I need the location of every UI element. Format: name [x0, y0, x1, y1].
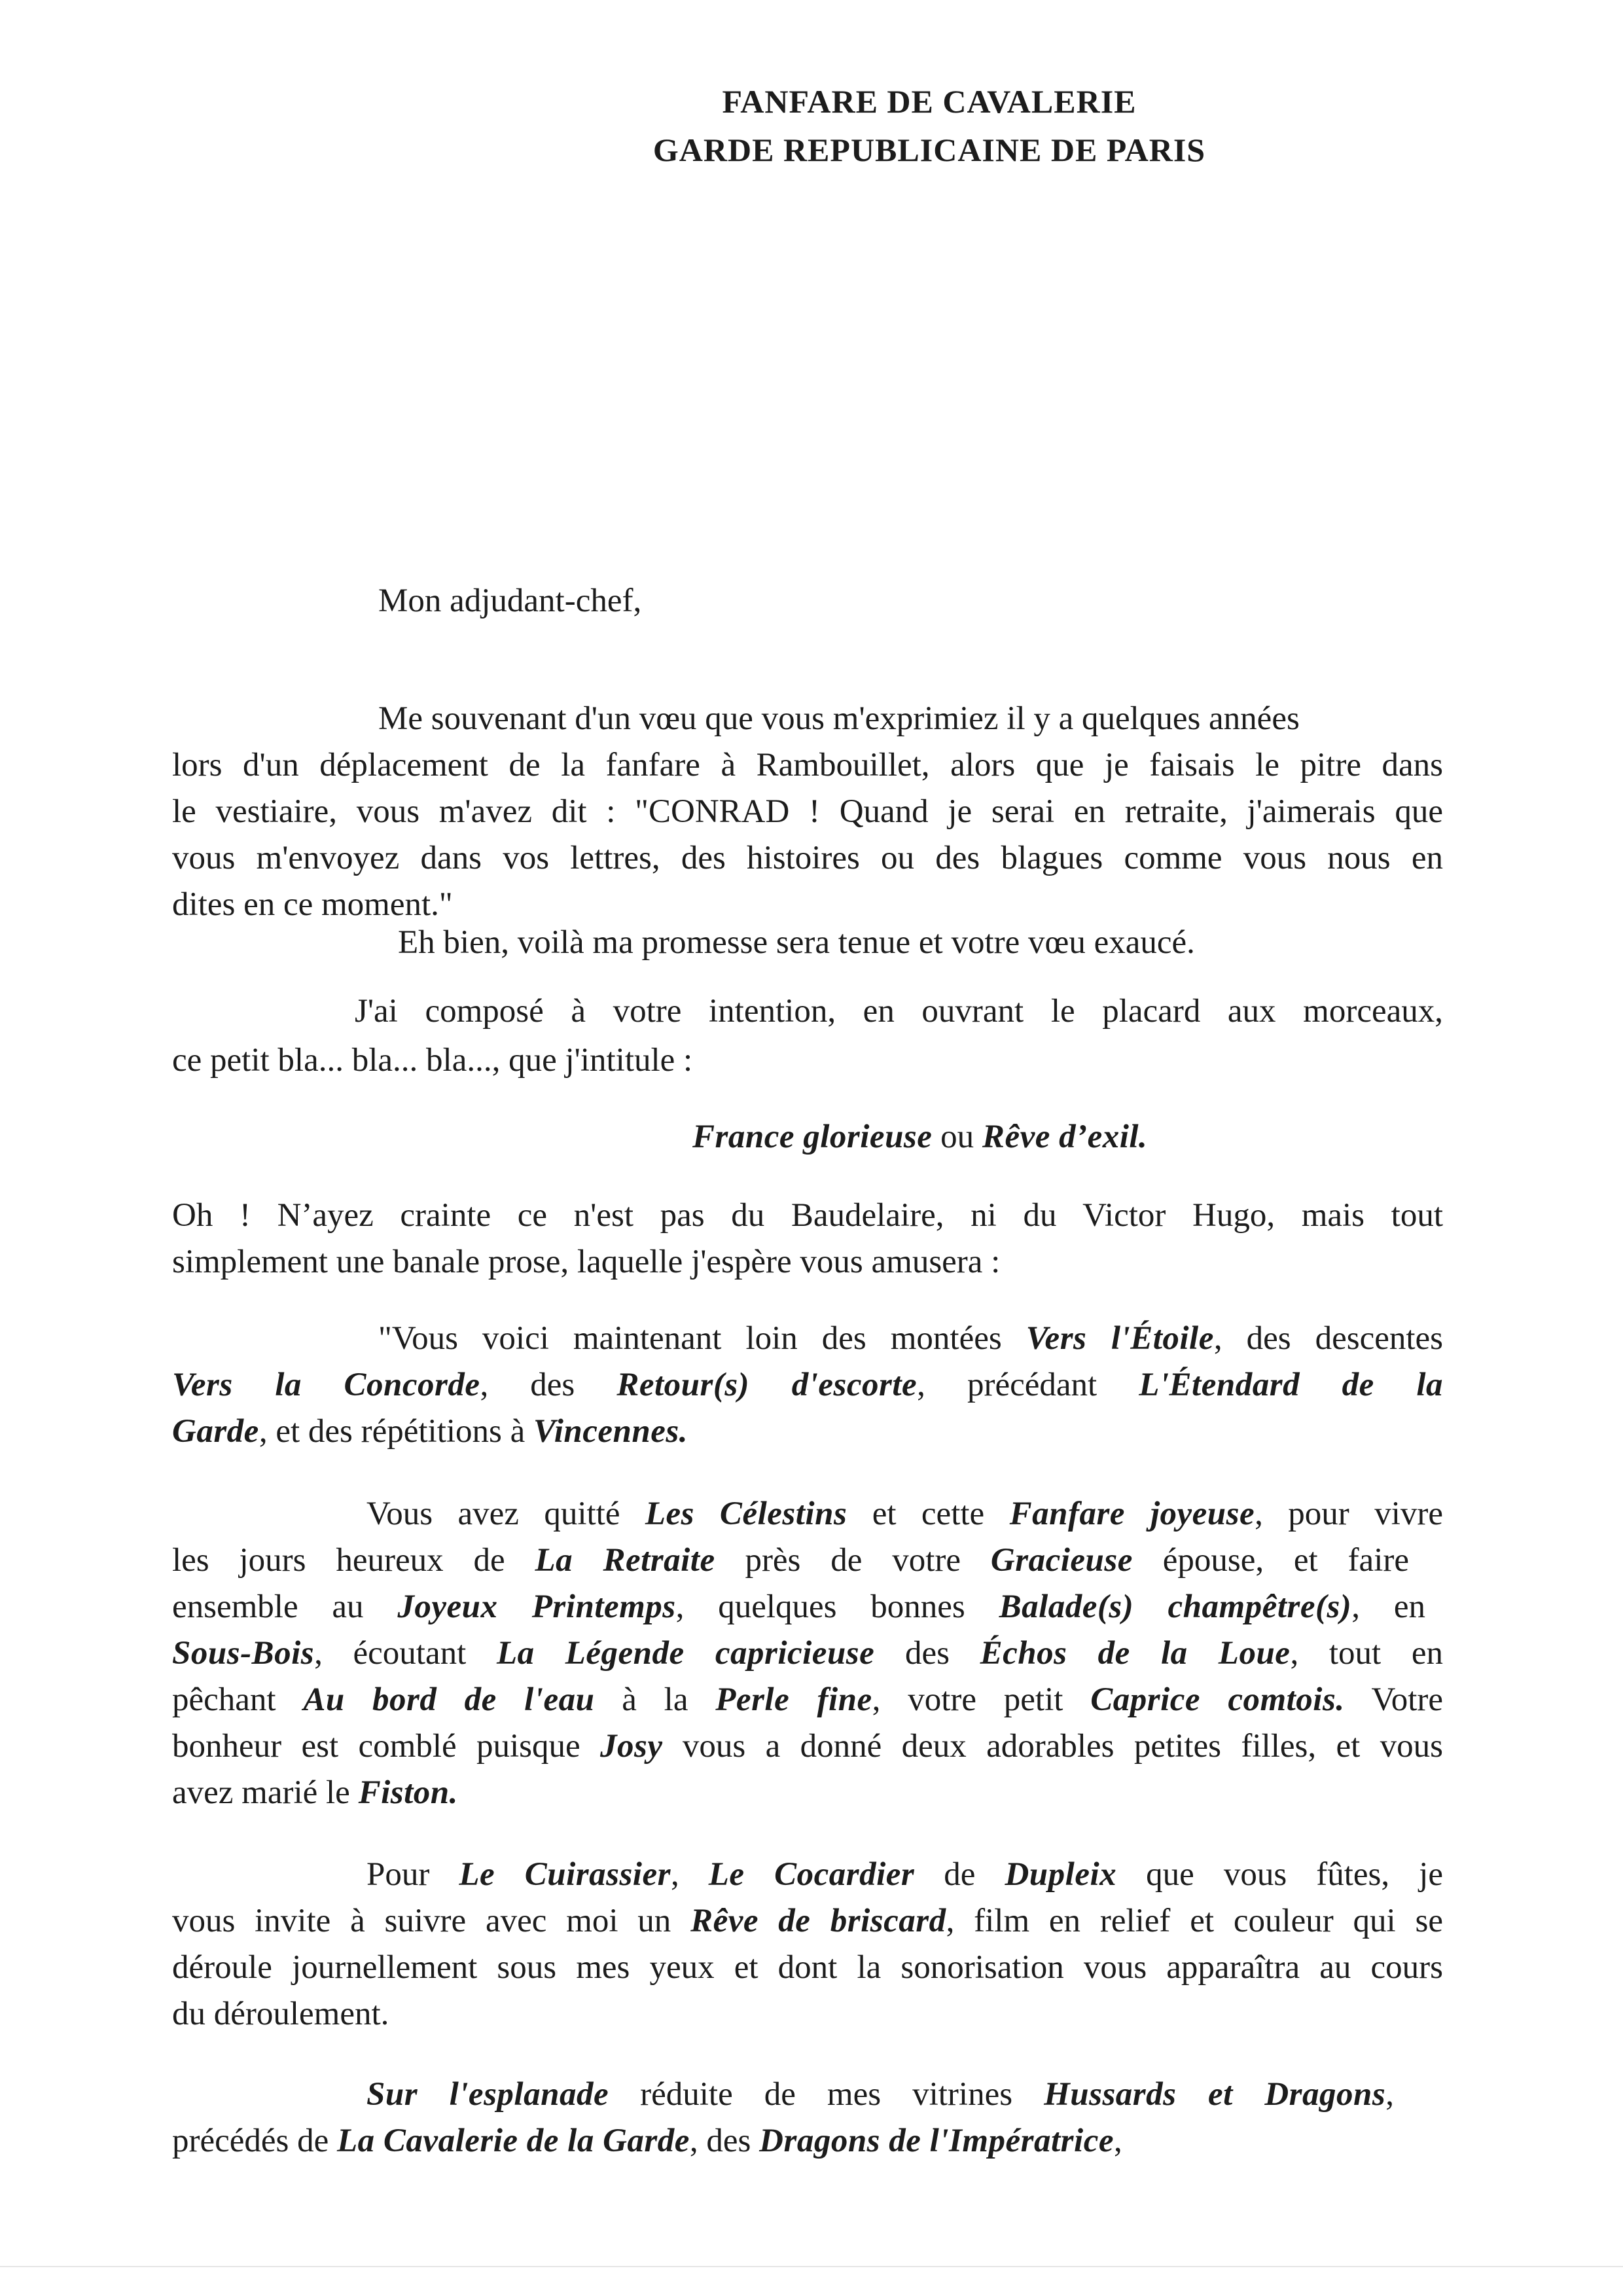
- p6-text: , tout en: [1290, 1635, 1444, 1672]
- piece-garde: Garde: [172, 1413, 259, 1450]
- p6-text: et cette: [847, 1496, 1010, 1532]
- piece-sur-l-esplanade: Sur l'esplanade: [366, 2076, 609, 2113]
- p6-text: des: [874, 1635, 980, 1672]
- p6-text: près de votre: [715, 1542, 991, 1579]
- p3-line-2: ce petit bla... bla... bla..., que j'intitule :: [172, 1042, 693, 1079]
- p7-text: vous invite à suivre avec moi un: [172, 1903, 691, 1939]
- title-reve-d-exil: Rêve d’exil.: [982, 1119, 1148, 1155]
- p6-text: , pour vivre: [1255, 1496, 1443, 1532]
- piece-balade-champetre: Balade(s) champêtre(s): [999, 1588, 1352, 1625]
- piece-les-celestins: Les Célestins: [645, 1496, 847, 1532]
- p6-text: pêchant: [172, 1681, 304, 1718]
- p5-text: , des: [480, 1367, 617, 1403]
- p5-text: , et des répétitions à: [259, 1413, 534, 1450]
- p6-text: bonheur est comblé puisque: [172, 1728, 601, 1765]
- piece-le-cocardier: Le Cocardier: [708, 1856, 915, 1893]
- p6-text: , en: [1351, 1588, 1425, 1625]
- piece-vincennes: Vincennes.: [533, 1413, 688, 1450]
- p6-line-3: [172, 1587, 1425, 1626]
- p1-line-5: dites en ce moment.": [172, 886, 453, 923]
- p6-text: les jours heureux de: [172, 1542, 535, 1579]
- p5-line-2: [172, 1365, 1443, 1405]
- piece-hussards-et-dragons: Hussards et Dragons: [1044, 2076, 1386, 2113]
- p6-text: Vous avez quitté: [366, 1496, 645, 1532]
- p6-text: avez marié le: [172, 1774, 359, 1811]
- letter-header: [0, 77, 1623, 174]
- p8-text: réduite de mes vitrines: [609, 2076, 1044, 2113]
- p5-text: "Vous voici maintenant loin des montées: [378, 1320, 1026, 1357]
- p1-line-2: lors d'un déplacement de la fanfare à Rambouillet, alors que je faisais le pitre dans: [172, 747, 1443, 783]
- header-line-2: GARDE REPUBLICAINE DE PARIS: [652, 132, 1206, 168]
- p7-text: ,: [670, 1856, 709, 1893]
- header-line-1: FANFARE DE CAVALERIE: [722, 83, 1137, 120]
- p8-line-2: [172, 2121, 1122, 2161]
- title-connector: ou: [932, 1119, 982, 1155]
- piece-fanfare-joyeuse: Fanfare joyeuse: [1009, 1496, 1255, 1532]
- p7-text: que vous fûtes, je: [1116, 1856, 1443, 1893]
- p6-line-1: [366, 1494, 1443, 1534]
- p3-line-1: J'ai composé à votre intention, en ouvrant le placard aux morceaux,: [355, 993, 1443, 1030]
- p6-line-6: [172, 1727, 1443, 1766]
- p8-line-1: [366, 2075, 1394, 2114]
- p5-line-3: [172, 1412, 688, 1451]
- p8-text: précédés de: [172, 2123, 338, 2159]
- p5-text: , des descentes: [1213, 1320, 1443, 1357]
- p6-text: , votre petit: [872, 1681, 1091, 1718]
- piece-caprice-comtois: Caprice comtois.: [1090, 1681, 1345, 1718]
- piece-gracieuse: Gracieuse: [990, 1542, 1133, 1579]
- p6-line-7: [172, 1773, 458, 1812]
- p6-line-2: [172, 1541, 1409, 1580]
- p8-text: ,: [1385, 2076, 1394, 2113]
- p5-line-1: [378, 1319, 1443, 1358]
- salutation: Mon adjudant-chef,: [378, 583, 642, 619]
- p6-line-5: [172, 1680, 1443, 1719]
- piece-la-cavalerie-de-la-garde: La Cavalerie de la Garde: [337, 2123, 690, 2159]
- piece-l-etendard-de-la-garde: L'Étendard de la: [1139, 1367, 1443, 1403]
- p7-line-3: déroule journellement sous mes yeux et dont la sonorisation vous apparaîtra au cours: [172, 1949, 1443, 1986]
- piece-echos-de-la-loue: Échos de la Loue: [980, 1635, 1291, 1672]
- piece-retour-d-escorte: Retour(s) d'escorte: [616, 1367, 918, 1403]
- p5-text: , précédant: [917, 1367, 1139, 1403]
- p6-text: épouse, et faire: [1132, 1542, 1409, 1579]
- p1-line-1: Me souvenant d'un vœu que vous m'exprimiez il y a quelques années: [378, 700, 1300, 737]
- scan-edge-line: [0, 2266, 1623, 2267]
- piece-vers-la-concorde: Vers la Concorde: [172, 1367, 480, 1403]
- p7-line-1: [366, 1855, 1443, 1894]
- piece-sous-bois: Sous-Bois: [172, 1635, 315, 1672]
- p7-text: , film en relief et couleur qui se: [946, 1903, 1443, 1939]
- piece-fiston: Fiston.: [358, 1774, 458, 1811]
- p6-text: ensemble au: [172, 1588, 398, 1625]
- p7-line-2: [172, 1901, 1443, 1941]
- piece-reve-de-briscard: Rêve de briscard: [690, 1903, 946, 1939]
- piece-vers-l-etoile: Vers l'Étoile: [1026, 1320, 1214, 1357]
- p6-text: , quelques bonnes: [675, 1588, 999, 1625]
- p1-line-3: le vestiaire, vous m'avez dit : "CONRAD ! Quand je serai en retraite, j'aimerais que: [172, 793, 1443, 830]
- p6-line-4: [172, 1634, 1443, 1673]
- p7-text: de: [914, 1856, 1005, 1893]
- p4-line-1: Oh ! N’ayez crainte ce n'est pas du Baudelaire, ni du Victor Hugo, mais tout: [172, 1197, 1443, 1234]
- piece-le-cuirassier: Le Cuirassier: [459, 1856, 671, 1893]
- p6-text: vous a donné deux adorables petites filles, et vous: [662, 1728, 1443, 1765]
- p7-line-4: du déroulement.: [172, 1996, 389, 2032]
- p4-line-2: simplement une banale prose, laquelle j'espère vous amusera :: [172, 1244, 1001, 1280]
- p6-text: Votre: [1344, 1681, 1443, 1718]
- p6-text: , écoutant: [314, 1635, 497, 1672]
- p2-line: Eh bien, voilà ma promesse sera tenue et votre vœu exaucé.: [398, 924, 1195, 961]
- piece-joyeux-printemps: Joyeux Printemps: [397, 1588, 676, 1625]
- p7-text: Pour: [366, 1856, 459, 1893]
- piece-dupleix: Dupleix: [1005, 1856, 1117, 1893]
- piece-dragons-de-l-imperatrice: Dragons de l'Impératrice: [759, 2123, 1114, 2159]
- piece-josy: Josy: [600, 1728, 663, 1765]
- p1-line-4: vous m'envoyez dans vos lettres, des histoires ou des blagues comme vous nous en: [172, 840, 1443, 876]
- p6-text: à la: [594, 1681, 716, 1718]
- composition-title-line: [692, 1117, 1147, 1157]
- piece-la-legende-capricieuse: La Légende capricieuse: [496, 1635, 875, 1672]
- piece-au-bord-de-l-eau: Au bord de l'eau: [303, 1681, 595, 1718]
- piece-la-retraite: La Retraite: [535, 1542, 715, 1579]
- piece-perle-fine: Perle fine: [715, 1681, 872, 1718]
- p8-text: ,: [1113, 2123, 1122, 2159]
- p8-text: , des: [689, 2123, 760, 2159]
- title-france-glorieuse: France glorieuse: [692, 1119, 933, 1155]
